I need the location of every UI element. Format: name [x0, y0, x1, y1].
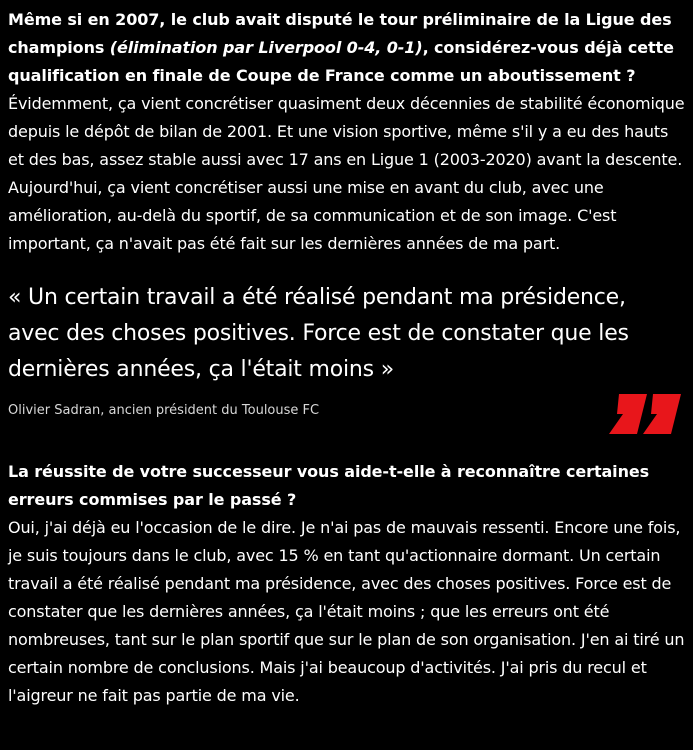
question-1-end: , considérez-vous déjà cette qualification en finale de Coupe de France comme un aboutissement ? — [8, 38, 674, 85]
question-2: La réussite de votre successeur vous aide-t-elle à reconnaître certaines erreurs commises par le passé ? — [8, 462, 650, 509]
quotation-mark-icon — [609, 394, 683, 434]
interview-section-2 — [8, 458, 685, 710]
pull-quote — [8, 280, 685, 450]
pull-quote-author: Olivier Sadran, ancien président du Toulouse FC — [8, 403, 320, 418]
answer-2: Oui, j'ai déjà eu l'occasion de le dire. Je n'ai pas de mauvais ressenti. Encore une fois, je suis toujours dans le club, avec 15 % en tant qu'actionnaire dormant. Un certain travail a été réalisé pendant ma présidence, avec des choses positives. Force est de constater que les dernières années, ça l'était moins ; que les erreurs ont été nombreuses, tant sur le plan sportif que sur le plan de son organisation. J'en ai tiré un certain nombre de conclusions. Mais j'ai beaucoup d'activités. J'ai pris du recul et l'aigreur ne fait pas partie de ma vie. — [8, 518, 685, 705]
question-1 — [8, 6, 685, 90]
question-1-italic: (élimination par Liverpool 0-4, 0-1) — [109, 38, 423, 57]
question-1-text: Même si en 2007, le club avait disputé le tour préliminaire de la Ligue des champions — [8, 10, 672, 57]
pull-quote-text: « Un certain travail a été réalisé pendant ma présidence, avec des choses positives. Force est de constater que les dernières années, ça l'était moins » — [8, 285, 629, 382]
answer-1: Évidemment, ça vient concrétiser quasiment deux décennies de stabilité économique depuis le dépôt de bilan de 2001. Et une vision sportive, même s'il y a eu des hauts et des bas, assez stable aussi avec 17 ans en Ligue 1 (2003-2020) avant la descente. Aujourd'hui, ça vient concrétiser aussi une mise en avant du club, avec une amélioration, au-delà du sportif, de sa communication et de son image. C'est important, ça n'avait pas été fait sur les dernières années de ma part. — [8, 94, 685, 253]
